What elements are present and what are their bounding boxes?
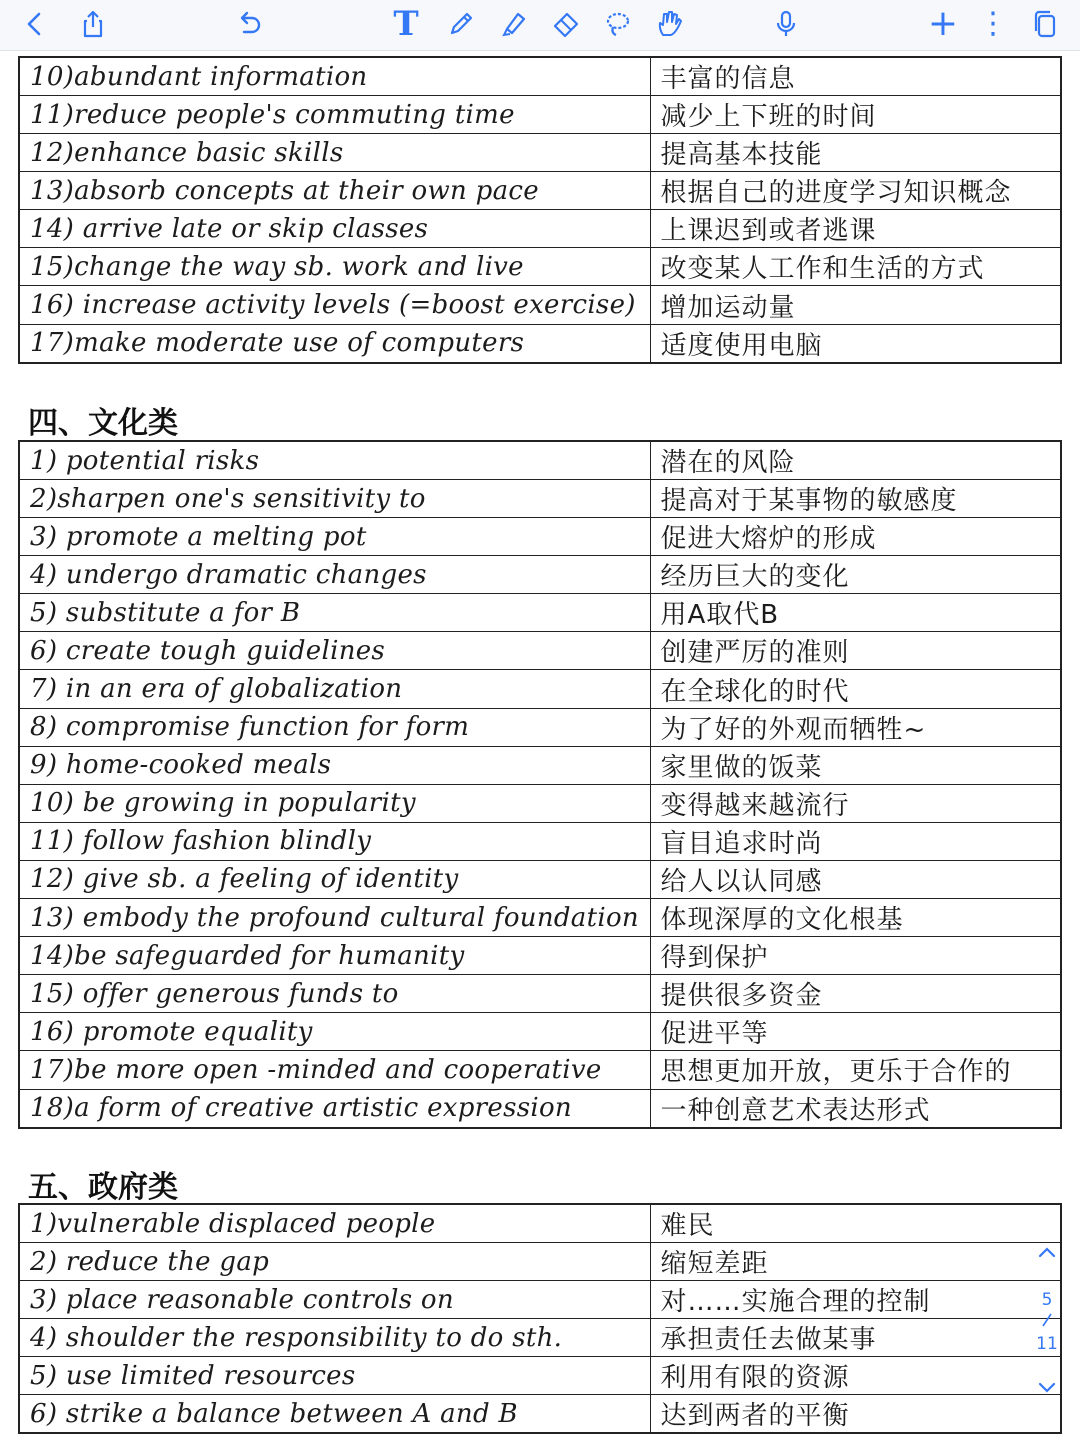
english-phrase: 5) substitute a for B (19, 594, 650, 632)
chinese-meaning: 潜在的风险 (650, 441, 1061, 480)
table-row (19, 1357, 1061, 1395)
english-phrase: 1) potential risks (19, 441, 650, 480)
english-phrase: 18)a form of creative artistic expression (19, 1089, 650, 1128)
table-row (19, 210, 1061, 248)
table-row (19, 899, 1061, 937)
english-phrase: 15) offer generous funds to (19, 975, 650, 1013)
english-phrase: 11)reduce people's commuting time (19, 96, 650, 134)
chinese-meaning: 上课迟到或者逃课 (650, 210, 1061, 248)
english-phrase: 12) give sb. a feeling of identity (19, 860, 650, 898)
table-row (19, 441, 1061, 480)
english-phrase: 4) undergo dramatic changes (19, 556, 650, 594)
undo-icon[interactable] (228, 4, 270, 44)
chinese-meaning: 难民 (650, 1204, 1061, 1243)
english-phrase: 17)make moderate use of computers (19, 324, 650, 363)
english-phrase: 14)be safeguarded for humanity (19, 937, 650, 975)
english-phrase: 17)be more open -minded and cooperative (19, 1051, 650, 1089)
section-heading-government: 五、政府类 (28, 1170, 178, 1205)
chinese-meaning: 用A取代B (650, 594, 1061, 632)
page-down-icon[interactable] (1030, 1376, 1064, 1400)
highlighter-icon[interactable] (493, 4, 535, 44)
chinese-meaning: 给人以认同感 (650, 860, 1061, 898)
english-phrase: 3) promote a melting pot (19, 518, 650, 556)
lasso-icon[interactable] (597, 4, 639, 44)
english-phrase: 14) arrive late or skip classes (19, 210, 650, 248)
chinese-meaning: 变得越来越流行 (650, 784, 1061, 822)
table-row (19, 134, 1061, 172)
microphone-icon[interactable] (765, 4, 807, 44)
chinese-meaning: 一种创意艺术表达形式 (650, 1089, 1061, 1128)
current-page-number: 5 (1041, 1290, 1053, 1310)
chinese-meaning: 创建严厉的准则 (650, 632, 1061, 670)
chinese-meaning: 提高对于某事物的敏感度 (650, 480, 1061, 518)
table-row (19, 556, 1061, 594)
chinese-meaning: 思想更加开放，更乐于合作的 (650, 1051, 1061, 1089)
page-up-icon[interactable] (1030, 1240, 1064, 1264)
english-phrase: 11) follow fashion blindly (19, 822, 650, 860)
english-phrase: 12)enhance basic skills (19, 134, 650, 172)
english-phrase: 13) embody the profound cultural foundation (19, 899, 650, 937)
chinese-meaning: 体现深厚的文化根基 (650, 899, 1061, 937)
table-row (19, 286, 1061, 324)
chinese-meaning: 提高基本技能 (650, 134, 1061, 172)
english-phrase: 8) compromise function for form (19, 708, 650, 746)
table-row (19, 1013, 1061, 1051)
chinese-meaning: 利用有限的资源 (650, 1357, 1061, 1395)
chinese-meaning: 家里做的饭菜 (650, 746, 1061, 784)
chinese-meaning: 在全球化的时代 (650, 670, 1061, 708)
chinese-meaning: 促进平等 (650, 1013, 1061, 1051)
page-separator (1030, 1312, 1064, 1333)
chinese-meaning: 增加运动量 (650, 286, 1061, 324)
english-phrase: 2)sharpen one's sensitivity to (19, 480, 650, 518)
pages-icon[interactable] (1024, 4, 1066, 44)
table-row (19, 822, 1061, 860)
add-icon[interactable]: + (927, 3, 959, 44)
table-row (19, 860, 1061, 898)
english-phrase: 2) reduce the gap (19, 1243, 650, 1281)
table-row (19, 1281, 1061, 1319)
chinese-meaning: 得到保护 (650, 937, 1061, 975)
table-row (19, 172, 1061, 210)
english-phrase: 7) in an era of globalization (19, 670, 650, 708)
chinese-meaning: 促进大熔炉的形成 (650, 518, 1061, 556)
table-row (19, 975, 1061, 1013)
table-row (19, 670, 1061, 708)
eraser-icon[interactable] (545, 4, 587, 44)
english-phrase: 10)abundant information (19, 57, 650, 96)
table-row (19, 1089, 1061, 1128)
english-phrase: 1)vulnerable displaced people (19, 1204, 650, 1243)
page-navigator (1030, 1240, 1064, 1450)
english-phrase: 13)absorb concepts at their own pace (19, 172, 650, 210)
note-page[interactable] (0, 50, 1080, 1440)
table-row (19, 594, 1061, 632)
text-tool-icon[interactable]: T (393, 4, 419, 44)
table-row (19, 480, 1061, 518)
table-row (19, 324, 1061, 363)
english-phrase: 6) create tough guidelines (19, 632, 650, 670)
table-row (19, 1204, 1061, 1243)
table-row (19, 708, 1061, 746)
table-row (19, 248, 1061, 286)
table-row (19, 1051, 1061, 1089)
english-phrase: 3) place reasonable controls on (19, 1281, 650, 1319)
table-row (19, 1395, 1061, 1434)
table-row (19, 1243, 1061, 1281)
english-phrase: 16) increase activity levels (=boost exercise) (19, 286, 650, 324)
hand-select-icon[interactable] (648, 4, 690, 44)
section-heading-culture: 四、文化类 (28, 406, 178, 441)
chinese-meaning: 丰富的信息 (650, 57, 1061, 96)
chinese-meaning: 对……实施合理的控制 (650, 1281, 1061, 1319)
table-row (19, 632, 1061, 670)
vocab-table-government (18, 1203, 1062, 1434)
chinese-meaning: 盲目追求时尚 (650, 822, 1061, 860)
total-pages-number: 11 (1036, 1334, 1058, 1354)
english-phrase: 10) be growing in popularity (19, 784, 650, 822)
chinese-meaning: 承担责任去做某事 (650, 1319, 1061, 1357)
chinese-meaning: 达到两者的平衡 (650, 1395, 1061, 1434)
table-row (19, 518, 1061, 556)
chinese-meaning: 缩短差距 (650, 1243, 1061, 1281)
english-phrase: 6) strike a balance between A and B (19, 1395, 650, 1434)
chinese-meaning: 减少上下班的时间 (650, 96, 1061, 134)
chinese-meaning: 改变某人工作和生活的方式 (650, 248, 1061, 286)
english-phrase: 16) promote equality (19, 1013, 650, 1051)
chinese-meaning: 根据自己的进度学习知识概念 (650, 172, 1061, 210)
english-phrase: 9) home-cooked meals (19, 746, 650, 784)
vocab-table-culture (18, 440, 1062, 1129)
toolbar (0, 0, 1080, 51)
english-phrase: 5) use limited resources (19, 1357, 650, 1395)
table-row (19, 96, 1061, 134)
english-phrase: 15)change the way sb. work and live (19, 248, 650, 286)
table-row (19, 746, 1061, 784)
share-icon[interactable] (72, 4, 114, 44)
pen-icon[interactable] (440, 4, 482, 44)
back-icon[interactable] (14, 4, 56, 44)
table-row (19, 937, 1061, 975)
more-options-icon[interactable]: ⋮ (978, 6, 1008, 41)
table-row (19, 1319, 1061, 1357)
chinese-meaning: 提供很多资金 (650, 975, 1061, 1013)
table-row (19, 784, 1061, 822)
vocab-table-top (18, 56, 1062, 364)
chinese-meaning: 经历巨大的变化 (650, 556, 1061, 594)
table-row (19, 57, 1061, 96)
english-phrase: 4) shoulder the responsibility to do sth. (19, 1319, 650, 1357)
chinese-meaning: 适度使用电脑 (650, 324, 1061, 363)
chinese-meaning: 为了好的外观而牺牲~ (650, 708, 1061, 746)
